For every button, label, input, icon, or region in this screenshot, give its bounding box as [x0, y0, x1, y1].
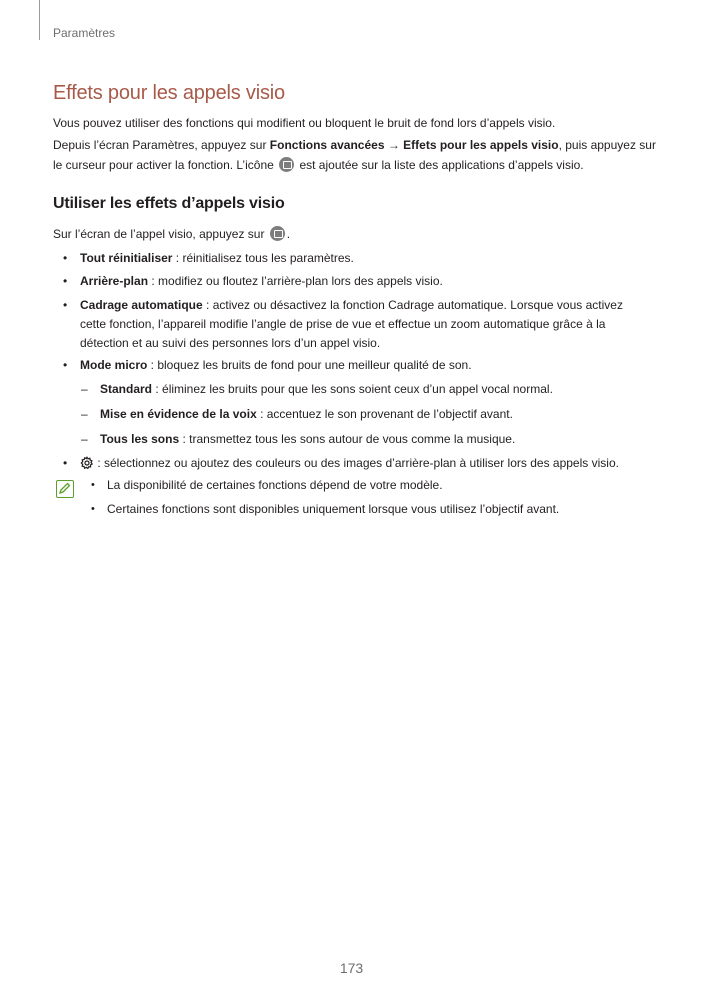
intro-text: Depuis l’écran Paramètres, appuyez sur — [53, 138, 270, 152]
side-rule — [39, 0, 40, 40]
bullet-marker: • — [63, 358, 68, 372]
bullet-desc: : réinitialisez tous les paramètres. — [172, 251, 354, 265]
bullet-term: Arrière-plan — [80, 274, 149, 288]
bullet-marker: • — [63, 274, 68, 288]
bullet-term: Mode micro — [80, 358, 148, 372]
bullet-marker: • — [63, 456, 68, 470]
note-bullet-marker: • — [91, 503, 95, 515]
bullet-item — [80, 356, 660, 375]
note-bullet-marker: • — [91, 479, 95, 491]
section-subtitle: Utiliser les effets d’appels visio — [53, 195, 285, 212]
bullet-desc: : activez ou désactivez la fonction Cadrage automatique. Lorsque vous activez cette fonction, l’appareil modifie l’angle de prise de vue et effectue un zoom automatique grâce à la détection et au suivi des personnes lors d’un appel visio. — [80, 298, 623, 350]
page-number: 173 — [339, 960, 364, 976]
sub-bullet-term: Tous les sons — [100, 432, 180, 446]
dash-marker: – — [81, 407, 88, 421]
sub-bullet-item — [100, 430, 515, 449]
note-item: La disponibilité de certaines fonctions dépend de votre modèle. — [107, 478, 443, 492]
instruction — [53, 224, 290, 245]
bullet-marker: • — [63, 251, 68, 265]
bullet-item — [80, 454, 660, 473]
sub-bullet-desc: : accentuez le son provenant de l’objectif avant. — [256, 407, 513, 421]
bullet-desc: : sélectionnez ou ajoutez des couleurs ou des images d’arrière-plan à utiliser lors des appels visio. — [94, 456, 619, 470]
dash-marker: – — [81, 432, 88, 446]
bullet-term: Cadrage automatique — [80, 298, 203, 312]
sub-bullet-item — [100, 380, 553, 399]
note-item: Certaines fonctions sont disponibles uniquement lorsque vous utilisez l’objectif avant. — [107, 502, 560, 516]
dash-marker: – — [81, 382, 88, 396]
intro-text: , puis appuyez sur — [558, 138, 656, 152]
bullet-marker: • — [63, 298, 68, 312]
sub-bullet-desc: : éliminez les bruits pour que les sons soient ceux d’un appel vocal normal. — [152, 382, 553, 396]
intro-line-3 — [53, 155, 584, 176]
bullet-item — [80, 249, 660, 268]
note-icon — [56, 480, 74, 498]
bullet-item — [80, 296, 645, 353]
sub-bullet-term: Mise en évidence de la voix — [100, 407, 257, 421]
sub-bullet-item — [100, 405, 513, 424]
bullet-desc: : modifiez ou floutez l’arrière-plan lors des appels visio. — [148, 274, 443, 288]
arrow-text: → — [384, 138, 404, 152]
intro-text: le curseur pour activer la fonction. L’icône — [53, 158, 278, 172]
page-title: Effets pour les appels visio — [53, 82, 285, 104]
instruction-text: Sur l’écran de l’appel visio, appuyez sur — [53, 227, 268, 241]
video-effects-icon — [270, 226, 285, 241]
video-effects-icon — [279, 157, 294, 172]
intro-line-2 — [53, 135, 656, 156]
intro-line-1: Vous pouvez utiliser des fonctions qui modifient ou bloquent le bruit de fond lors d’appels visio. — [53, 116, 556, 130]
intro-text: est ajoutée sur la liste des applications d’appels visio. — [296, 158, 584, 172]
bullet-term: Tout réinitialiser — [80, 251, 173, 265]
sub-bullet-desc: : transmettez tous les sons autour de vous comme la musique. — [179, 432, 516, 446]
bullet-item — [80, 272, 660, 291]
settings-gear-icon — [80, 456, 94, 470]
section-label: Paramètres — [53, 26, 116, 40]
sub-bullet-term: Standard — [100, 382, 153, 396]
bullet-desc: : bloquez les bruits de fond pour une meilleur qualité de son. — [147, 358, 472, 372]
menu-advanced-features: Fonctions avancées — [269, 138, 385, 152]
menu-video-call-effects: Effets pour les appels visio — [403, 138, 559, 152]
instruction-end: . — [286, 227, 291, 241]
